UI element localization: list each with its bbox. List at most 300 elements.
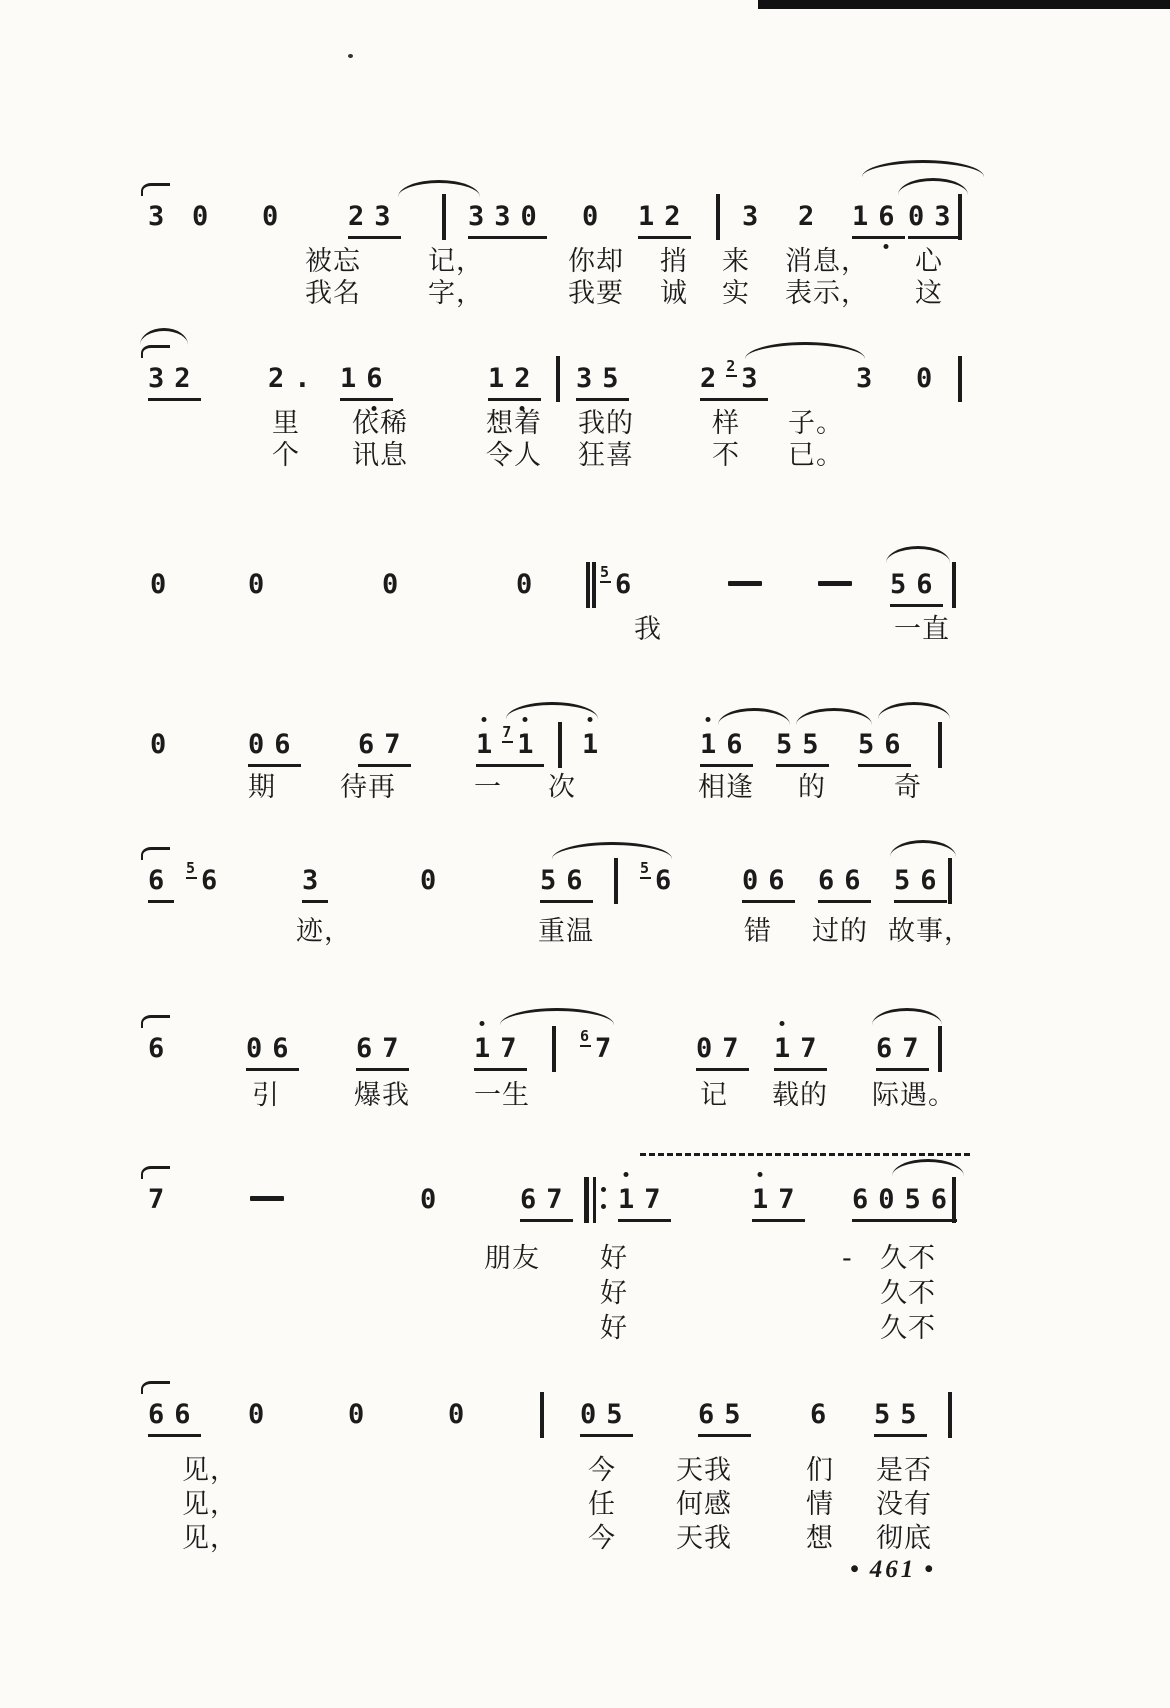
lyric-word: 情 (806, 1489, 834, 1520)
lyric-word: 故事， (888, 916, 972, 947)
note-digit: 0 (908, 201, 925, 232)
note-digit: 1 (582, 728, 598, 762)
slur (506, 702, 598, 719)
octave-dot-above (706, 717, 711, 722)
note-digit: 1 (618, 1183, 634, 1217)
lyric-word: 们 (806, 1455, 834, 1486)
note-token (890, 568, 943, 607)
barline (948, 858, 952, 904)
note-token (348, 200, 401, 239)
note-token (262, 200, 288, 234)
note-digit: 6 (274, 729, 291, 760)
note-token (774, 1032, 827, 1071)
barline (540, 1392, 544, 1438)
note-token (580, 1027, 621, 1066)
tie-fragment-left (141, 183, 170, 196)
note-digit: 6 (272, 1033, 289, 1064)
lyric-word: 是否 (876, 1455, 932, 1486)
note-digit: 0 (516, 569, 533, 600)
dash-note (250, 1196, 284, 1201)
lyric-word: 个 (272, 440, 300, 471)
note-digit: 0 (248, 569, 265, 600)
lyric-word: 捎 (660, 246, 688, 277)
dash-note (728, 581, 762, 586)
lyric-word: 久不 (880, 1313, 936, 1344)
note-digit: 7 (595, 1033, 612, 1064)
note-digit: 6 (810, 1399, 827, 1430)
note-digit: 6 (148, 1399, 165, 1430)
note-digit: 3 (148, 363, 165, 394)
note-token (148, 1032, 174, 1066)
barline (716, 194, 720, 240)
slur (500, 1008, 614, 1025)
note-digit: 1 (340, 363, 357, 394)
note-digit: 2 (268, 363, 285, 394)
note-token (700, 357, 768, 401)
note-token (420, 864, 446, 898)
note-token (148, 1183, 174, 1217)
note-digit: 2 (700, 363, 717, 394)
note-digit: 0 (448, 1399, 465, 1430)
slur (878, 702, 950, 719)
note-digit: 6 (358, 729, 375, 760)
note-digit: 6 (768, 865, 785, 896)
note-digit: 3 (856, 363, 873, 394)
note-digit: 7 (500, 1033, 517, 1064)
note-token (516, 568, 542, 602)
lyric-word: 消息， (785, 246, 869, 277)
repeat-bar-thick (584, 1177, 589, 1223)
lyric-word: 子。 (788, 408, 844, 439)
note-token (580, 1398, 633, 1437)
lyric-word: 好 (600, 1313, 628, 1344)
repeat-dot (601, 1187, 606, 1192)
dashed-overline (640, 1153, 970, 1156)
note-digit: 5 (900, 1399, 917, 1430)
grace-note: 5 (186, 859, 196, 877)
note-digit: 6 (655, 865, 672, 896)
octave-dot-above (482, 717, 487, 722)
note-digit: 7 (644, 1184, 661, 1215)
note-token (874, 1398, 927, 1437)
lyric-word: 今 (588, 1455, 616, 1486)
lyric-word: 今 (588, 1523, 616, 1554)
lyric-word: 样 (712, 408, 740, 439)
lyric-word: - (842, 1243, 853, 1274)
note-token (582, 728, 608, 762)
lyric-word: 依稀 (352, 408, 408, 439)
lyric-word: 狂喜 (578, 440, 634, 471)
note-digit: 3 (741, 363, 758, 394)
note-digit: 0 (420, 865, 437, 896)
note-digit: 7 (902, 1033, 919, 1064)
scan-artifact-bar (758, 0, 1170, 9)
note-digit: 7 (546, 1184, 563, 1215)
note-digit: 0 (348, 1399, 365, 1430)
note-digit: 3 (148, 201, 165, 232)
note-digit: 1 (517, 728, 533, 762)
note-token (148, 864, 174, 903)
repeat-bar-thin (593, 1177, 596, 1223)
note-digit: 7 (800, 1033, 817, 1064)
lyric-word: 一生 (474, 1080, 530, 1111)
note-digit: 6 (920, 865, 937, 896)
tie-fragment-left (141, 345, 170, 358)
lyric-word: 一直 (894, 614, 950, 645)
page-number (846, 1556, 940, 1584)
note-token (382, 568, 408, 602)
note-digit: 2 (348, 201, 365, 232)
barline (948, 1392, 952, 1438)
grace-note: 6 (580, 1027, 590, 1045)
note-digit: 6 (356, 1033, 373, 1064)
note-token (248, 1398, 274, 1432)
note-token (638, 200, 691, 239)
note-token (540, 864, 593, 903)
note-token (356, 1032, 409, 1071)
octave-dot-above (480, 1021, 485, 1026)
lyric-word: 里 (272, 408, 300, 439)
note-token (600, 563, 641, 602)
note-token (916, 362, 942, 396)
slur (745, 342, 865, 359)
note-digit: 7 (148, 1184, 165, 1215)
note-token (148, 200, 174, 234)
note-token (520, 1183, 573, 1222)
barline (556, 356, 560, 402)
note-digit: 5 (874, 1399, 891, 1430)
note-digit: 0 (248, 1399, 265, 1430)
note-token (776, 728, 829, 767)
note-token (742, 200, 768, 234)
lyric-word: 引 (252, 1080, 280, 1111)
lyric-word: 字， (428, 278, 484, 309)
lyric-word: 令人 (486, 440, 542, 471)
lyric-word: 久不 (880, 1243, 936, 1274)
grace-note: 2 (726, 357, 736, 375)
note-digit: 2 (664, 201, 681, 232)
lyric-word: 天我 (676, 1455, 732, 1486)
note-digit: 6 (884, 729, 901, 760)
note-digit: 6 (520, 1184, 537, 1215)
lyric-word: 我 (634, 614, 662, 645)
lyric-word: 记 (700, 1080, 728, 1111)
grace-note: 5 (640, 859, 650, 877)
note-digit: 5 (724, 1399, 741, 1430)
note-digit: 1 (700, 728, 716, 762)
note-digit: . (294, 363, 311, 394)
note-token (894, 864, 947, 903)
note-digit: 6 (615, 569, 632, 600)
note-digit: 5 (894, 865, 911, 896)
note-token (700, 728, 753, 767)
lyric-word: 何感 (676, 1489, 732, 1520)
tie-fragment-left (141, 1166, 170, 1179)
note-token (476, 723, 544, 767)
slur (886, 546, 950, 563)
page-number-bullet-left: • (850, 1556, 862, 1583)
lyric-word: 已。 (788, 440, 844, 471)
barline (614, 858, 618, 904)
note-digit: 3 (302, 865, 319, 896)
note-digit: 0 (696, 1033, 713, 1064)
barline (958, 194, 962, 240)
note-digit: 6 (726, 729, 743, 760)
lyric-word: 好 (600, 1243, 628, 1274)
note-digit: 0 (262, 201, 279, 232)
lyric-word: 好 (600, 1278, 628, 1309)
barline (592, 562, 596, 608)
lyric-word: 没有 (876, 1489, 932, 1520)
lyric-word: 迹， (296, 916, 352, 947)
note-digit: 3 (494, 201, 511, 232)
note-token (246, 1032, 299, 1071)
note-digit: 0 (150, 729, 167, 760)
lyric-word: 被忘 (305, 246, 361, 277)
lyric-word: 一 (474, 772, 502, 803)
note-digit: 6 (148, 865, 165, 896)
note-token (810, 1398, 836, 1432)
slur (898, 178, 968, 195)
note-digit: 0 (420, 1184, 437, 1215)
note-token (696, 1032, 749, 1071)
note-digit: 1 (474, 1032, 490, 1066)
note-token (448, 1398, 474, 1432)
note-digit: 0 (192, 201, 209, 232)
lyric-word: 来 (722, 246, 750, 277)
note-digit: 0 (580, 1399, 597, 1430)
note-token (852, 200, 905, 239)
note-token (340, 362, 393, 401)
note-token (468, 200, 547, 239)
note-digit: 3 (934, 201, 951, 232)
note-digit: 0 (382, 569, 399, 600)
note-digit: 6 (818, 865, 835, 896)
slur (718, 708, 790, 725)
slur (890, 840, 956, 857)
lyric-word: 任 (588, 1489, 616, 1520)
note-digit: 3 (742, 201, 759, 232)
lyric-word: 心 (915, 246, 943, 277)
barline (558, 722, 562, 768)
lyric-word: 错 (744, 916, 772, 947)
note-digit: 0 (150, 569, 167, 600)
octave-dot-above (780, 1021, 785, 1026)
lyric-word: 我的 (578, 408, 634, 439)
note-digit: 6 (698, 1399, 715, 1430)
note-token (150, 728, 176, 762)
note-digit: 5 (802, 729, 819, 760)
slur (398, 180, 480, 197)
note-digit: 6 (201, 865, 218, 896)
note-token (908, 200, 961, 239)
lyric-word: 期 (248, 772, 276, 803)
lyric-word: 过的 (812, 916, 868, 947)
note-digit: 5 (776, 729, 793, 760)
scan-speck (348, 54, 353, 58)
note-token (640, 859, 681, 898)
slur (892, 1159, 964, 1176)
note-digit: 6 (852, 1184, 869, 1215)
note-digit: 6 (844, 865, 861, 896)
note-digit: 6 (878, 200, 894, 234)
lyric-word: 天我 (676, 1523, 732, 1554)
lyric-word: 见， (182, 1455, 238, 1486)
octave-dot-below (884, 244, 889, 249)
tie-fragment-left (141, 1015, 170, 1028)
note-digit: 1 (774, 1032, 790, 1066)
note-digit: 1 (476, 728, 492, 762)
lyric-word: 久不 (880, 1278, 936, 1309)
lyric-word: 爆我 (354, 1080, 410, 1111)
slur (796, 708, 872, 725)
barline (586, 562, 590, 608)
lyric-word: 见， (182, 1523, 238, 1554)
note-digit: 7 (778, 1184, 795, 1215)
note-digit: 6 (876, 1033, 893, 1064)
lyric-word: 实 (722, 278, 750, 309)
note-digit: 5 (540, 865, 557, 896)
barline (952, 562, 956, 608)
lyric-word: 想 (806, 1523, 834, 1554)
note-digit: 6 (366, 362, 382, 396)
page-number-value: 461 (869, 1556, 917, 1583)
note-digit: 5 (606, 1399, 623, 1430)
lyric-word: 奇 (894, 772, 922, 803)
note-token (150, 568, 176, 602)
note-digit: 5 (858, 729, 875, 760)
note-digit: 7 (722, 1033, 739, 1064)
note-digit: 1 (638, 201, 655, 232)
lyric-word: 相逢 (698, 772, 754, 803)
note-token (576, 362, 629, 401)
barline (952, 1177, 956, 1223)
note-digit: 0 (582, 201, 599, 232)
note-digit: 7 (384, 729, 401, 760)
note-token (248, 728, 301, 767)
note-token (858, 728, 911, 767)
lyric-word: 朋友 (484, 1243, 540, 1274)
tie-fragment-left (141, 847, 170, 860)
barline (938, 1026, 942, 1072)
note-digit: 0 (246, 1033, 263, 1064)
lyric-word: 不 (712, 440, 740, 471)
note-digit: 5 (602, 363, 619, 394)
barline (958, 356, 962, 402)
note-digit: 5 (890, 569, 907, 600)
note-token (192, 200, 218, 234)
note-digit: 6 (174, 1399, 191, 1430)
note-token (148, 362, 201, 401)
tie-fragment-left (141, 1381, 170, 1394)
lyric-word: 诚 (660, 278, 688, 309)
grace-note: 7 (502, 723, 512, 741)
lyric-word: 这 (915, 278, 943, 309)
slur (872, 1008, 942, 1025)
lyric-word: 待再 (340, 772, 396, 803)
note-token (582, 200, 608, 234)
lyric-word: 我要 (568, 278, 624, 309)
lyric-word: 表示， (785, 278, 869, 309)
note-digit: 3 (468, 201, 485, 232)
note-digit: 3 (374, 201, 391, 232)
slur (862, 160, 984, 177)
note-token (698, 1398, 751, 1437)
note-digit: 6 (148, 1033, 165, 1064)
lyric-word: 彻底 (876, 1523, 932, 1554)
note-token (474, 1032, 527, 1071)
slur (552, 842, 672, 859)
note-token (488, 362, 541, 401)
lyric-word: 记， (428, 246, 484, 277)
lyric-word: 际遇。 (872, 1080, 956, 1111)
note-digit: 2 (514, 362, 530, 396)
note-digit: 0 (520, 201, 537, 232)
lyric-word: 次 (548, 772, 576, 803)
note-token (856, 362, 882, 396)
lyric-word: 讯息 (352, 440, 408, 471)
note-token (302, 864, 328, 903)
lyric-word: 见， (182, 1489, 238, 1520)
note-digit: 6 (566, 865, 583, 896)
note-digit: 7 (382, 1033, 399, 1064)
note-digit: 0 (742, 865, 759, 896)
note-token (358, 728, 411, 767)
lyric-word: 重温 (538, 916, 594, 947)
note-token (752, 1183, 805, 1222)
barline (552, 1026, 556, 1072)
lyric-word: 我名 (305, 278, 361, 309)
slur (140, 328, 188, 345)
note-token (420, 1183, 446, 1217)
note-digit: 0 (916, 363, 933, 394)
note-token (186, 859, 227, 898)
barline (938, 722, 942, 768)
lyric-word: 载的 (772, 1080, 828, 1111)
note-token (798, 200, 824, 234)
note-token (148, 1398, 201, 1437)
note-digit: 1 (852, 201, 869, 232)
note-digit: 2 (798, 201, 815, 232)
lyric-word: 的 (798, 772, 826, 803)
grace-note: 5 (600, 563, 610, 581)
octave-dot-above (758, 1172, 763, 1177)
barline (442, 194, 446, 240)
note-token (268, 362, 321, 396)
note-digit: 0 (248, 729, 265, 760)
octave-dot-above (624, 1172, 629, 1177)
note-digit: 1 (488, 363, 505, 394)
note-token (818, 864, 871, 903)
repeat-sign-begin (584, 1177, 608, 1223)
note-token (618, 1183, 671, 1222)
note-token (876, 1032, 929, 1071)
note-digit: 2 (174, 363, 191, 394)
note-digit: 1 (752, 1183, 768, 1217)
dash-note (818, 581, 852, 586)
note-digit: 3 (576, 363, 593, 394)
note-token (248, 568, 274, 602)
page-number-bullet-right: • (924, 1556, 937, 1583)
repeat-dot (601, 1204, 606, 1209)
note-digit: 6 (916, 569, 933, 600)
note-token (852, 1183, 957, 1222)
lyric-word: 想着 (486, 408, 542, 439)
note-digit: 5 (904, 1184, 921, 1215)
note-digit: 6 (930, 1184, 948, 1215)
lyric-word: 你却 (568, 246, 624, 277)
note-digit: 0 (878, 1184, 895, 1215)
